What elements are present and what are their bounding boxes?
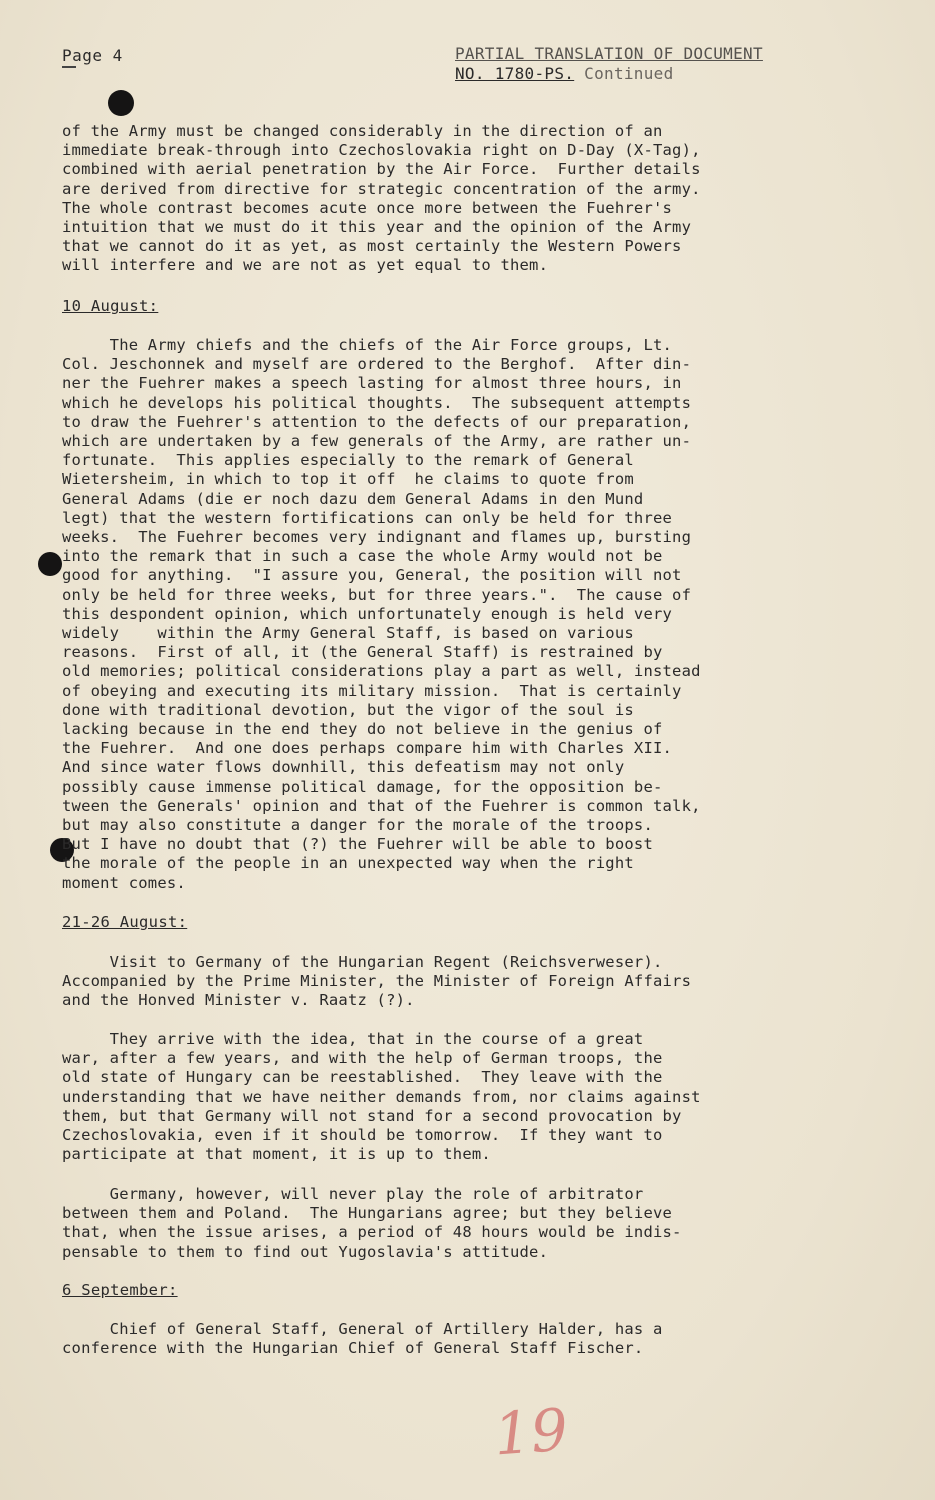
document-number-line [455, 64, 763, 84]
paragraph-hungarian-idea: They arrive with the idea, that in the course of a great war, after a few years, and with the help of German troops, the old state of Hungary can be reestablished. They leave with the understanding that we have neither demands from, nor claims against them, but that Germany will not stand for a second provocation by Czechoslovakia, even if it should be tomorrow. If they want to participate at that moment, it is up to them. [62, 1030, 701, 1164]
document-title: PARTIAL TRANSLATION OF DOCUMENT [455, 44, 763, 63]
paragraph-hungarian-visit: Visit to Germany of the Hungarian Regent (Reichsverweser). Accompanied by the Prime Minister, the Minister of Foreign Affairs and the Honved Minister v. Raatz (?). [62, 953, 692, 1010]
heading-21-26-august: 21-26 August: [62, 913, 188, 931]
punch-hole-top [108, 90, 134, 116]
heading-6-september: 6 September: [62, 1281, 178, 1299]
document-header [455, 44, 763, 84]
pen-mark [62, 66, 76, 71]
punch-hole-middle [38, 552, 62, 576]
document-number: NO. 1780-PS. [455, 64, 575, 83]
paragraph-6-september: Chief of General Staff, General of Artillery Halder, has a conference with the Hungarian Chief of General Staff Fischer. [62, 1320, 663, 1358]
heading-10-august: 10 August: [62, 297, 159, 315]
handwritten-page-number: 19 [491, 1395, 571, 1469]
paragraph-10-august: The Army chiefs and the chiefs of the Air Force groups, Lt. Col. Jeschonnek and myself are ordered to the Berghof. After din- ner the Fuehrer makes a speech lasting for almost three hours, in which he develops his political thoughts. The subsequent attempts to draw the Fuehrer's attention to the defects of our preparation, which are undertaken by a few generals of the Army, are rather un- fortunate. This applies especially to the remark of General Wietersheim, in which to top it off he claims to quote from General Adams (die er noch dazu dem General Adams in den Mund legt) that the western fortifications can only be held for three weeks. The Fuehrer becomes very indignant and flames up, bursting into the remark that in such a case the whole Army would not be good for anything. "I assure you, General, the position will not only be held for three weeks, but for three years.". The cause of this despondent opinion, which unfortunately enough is held very widely within the Army General Staff, is based on various reasons. First of all, it (the General Staff) is restrained by old memories; political considerations play a part as well, instead of obeying and executing its military mission. That is certainly done with traditional devotion, but the vigor of the soul is lacking because in the end they do not believe in the genius of the Fuehrer. And one does perhaps compare him with Charles XII. And since water flows downhill, this defeatism may not only possibly cause immense political damage, for the opposition be- tween the Generals' opinion and that of the Fuehrer is common talk, but may also constitute a danger for the morale of the troops. But I have no doubt that (?) the Fuehrer will be able to boost the morale of the people in an unexpected way when the right moment comes. [62, 336, 701, 892]
continued-label: Continued [584, 64, 674, 83]
page-number-label: Page 4 [62, 46, 123, 65]
intro-paragraph: of the Army must be changed considerably in the direction of an immediate break-through into Czechoslovakia right on D-Day (X-Tag), combined with aerial penetration by the Air Force. Further details are derived from directive for strategic concentration of the army. The whole contrast becomes acute once more between the Fuehrer's intuition that we must do it this year and the opinion of the Army that we cannot do it as yet, as most certainly the Western Powers will interfere and we are not as yet equal to them. [62, 122, 701, 275]
paragraph-arbitrator: Germany, however, will never play the role of arbitrator between them and Poland. The Hungarians agree; but they believe that, when the issue arises, a period of 48 hours would be indis- pensable to them to find out Yugoslavia's attitude. [62, 1185, 682, 1261]
